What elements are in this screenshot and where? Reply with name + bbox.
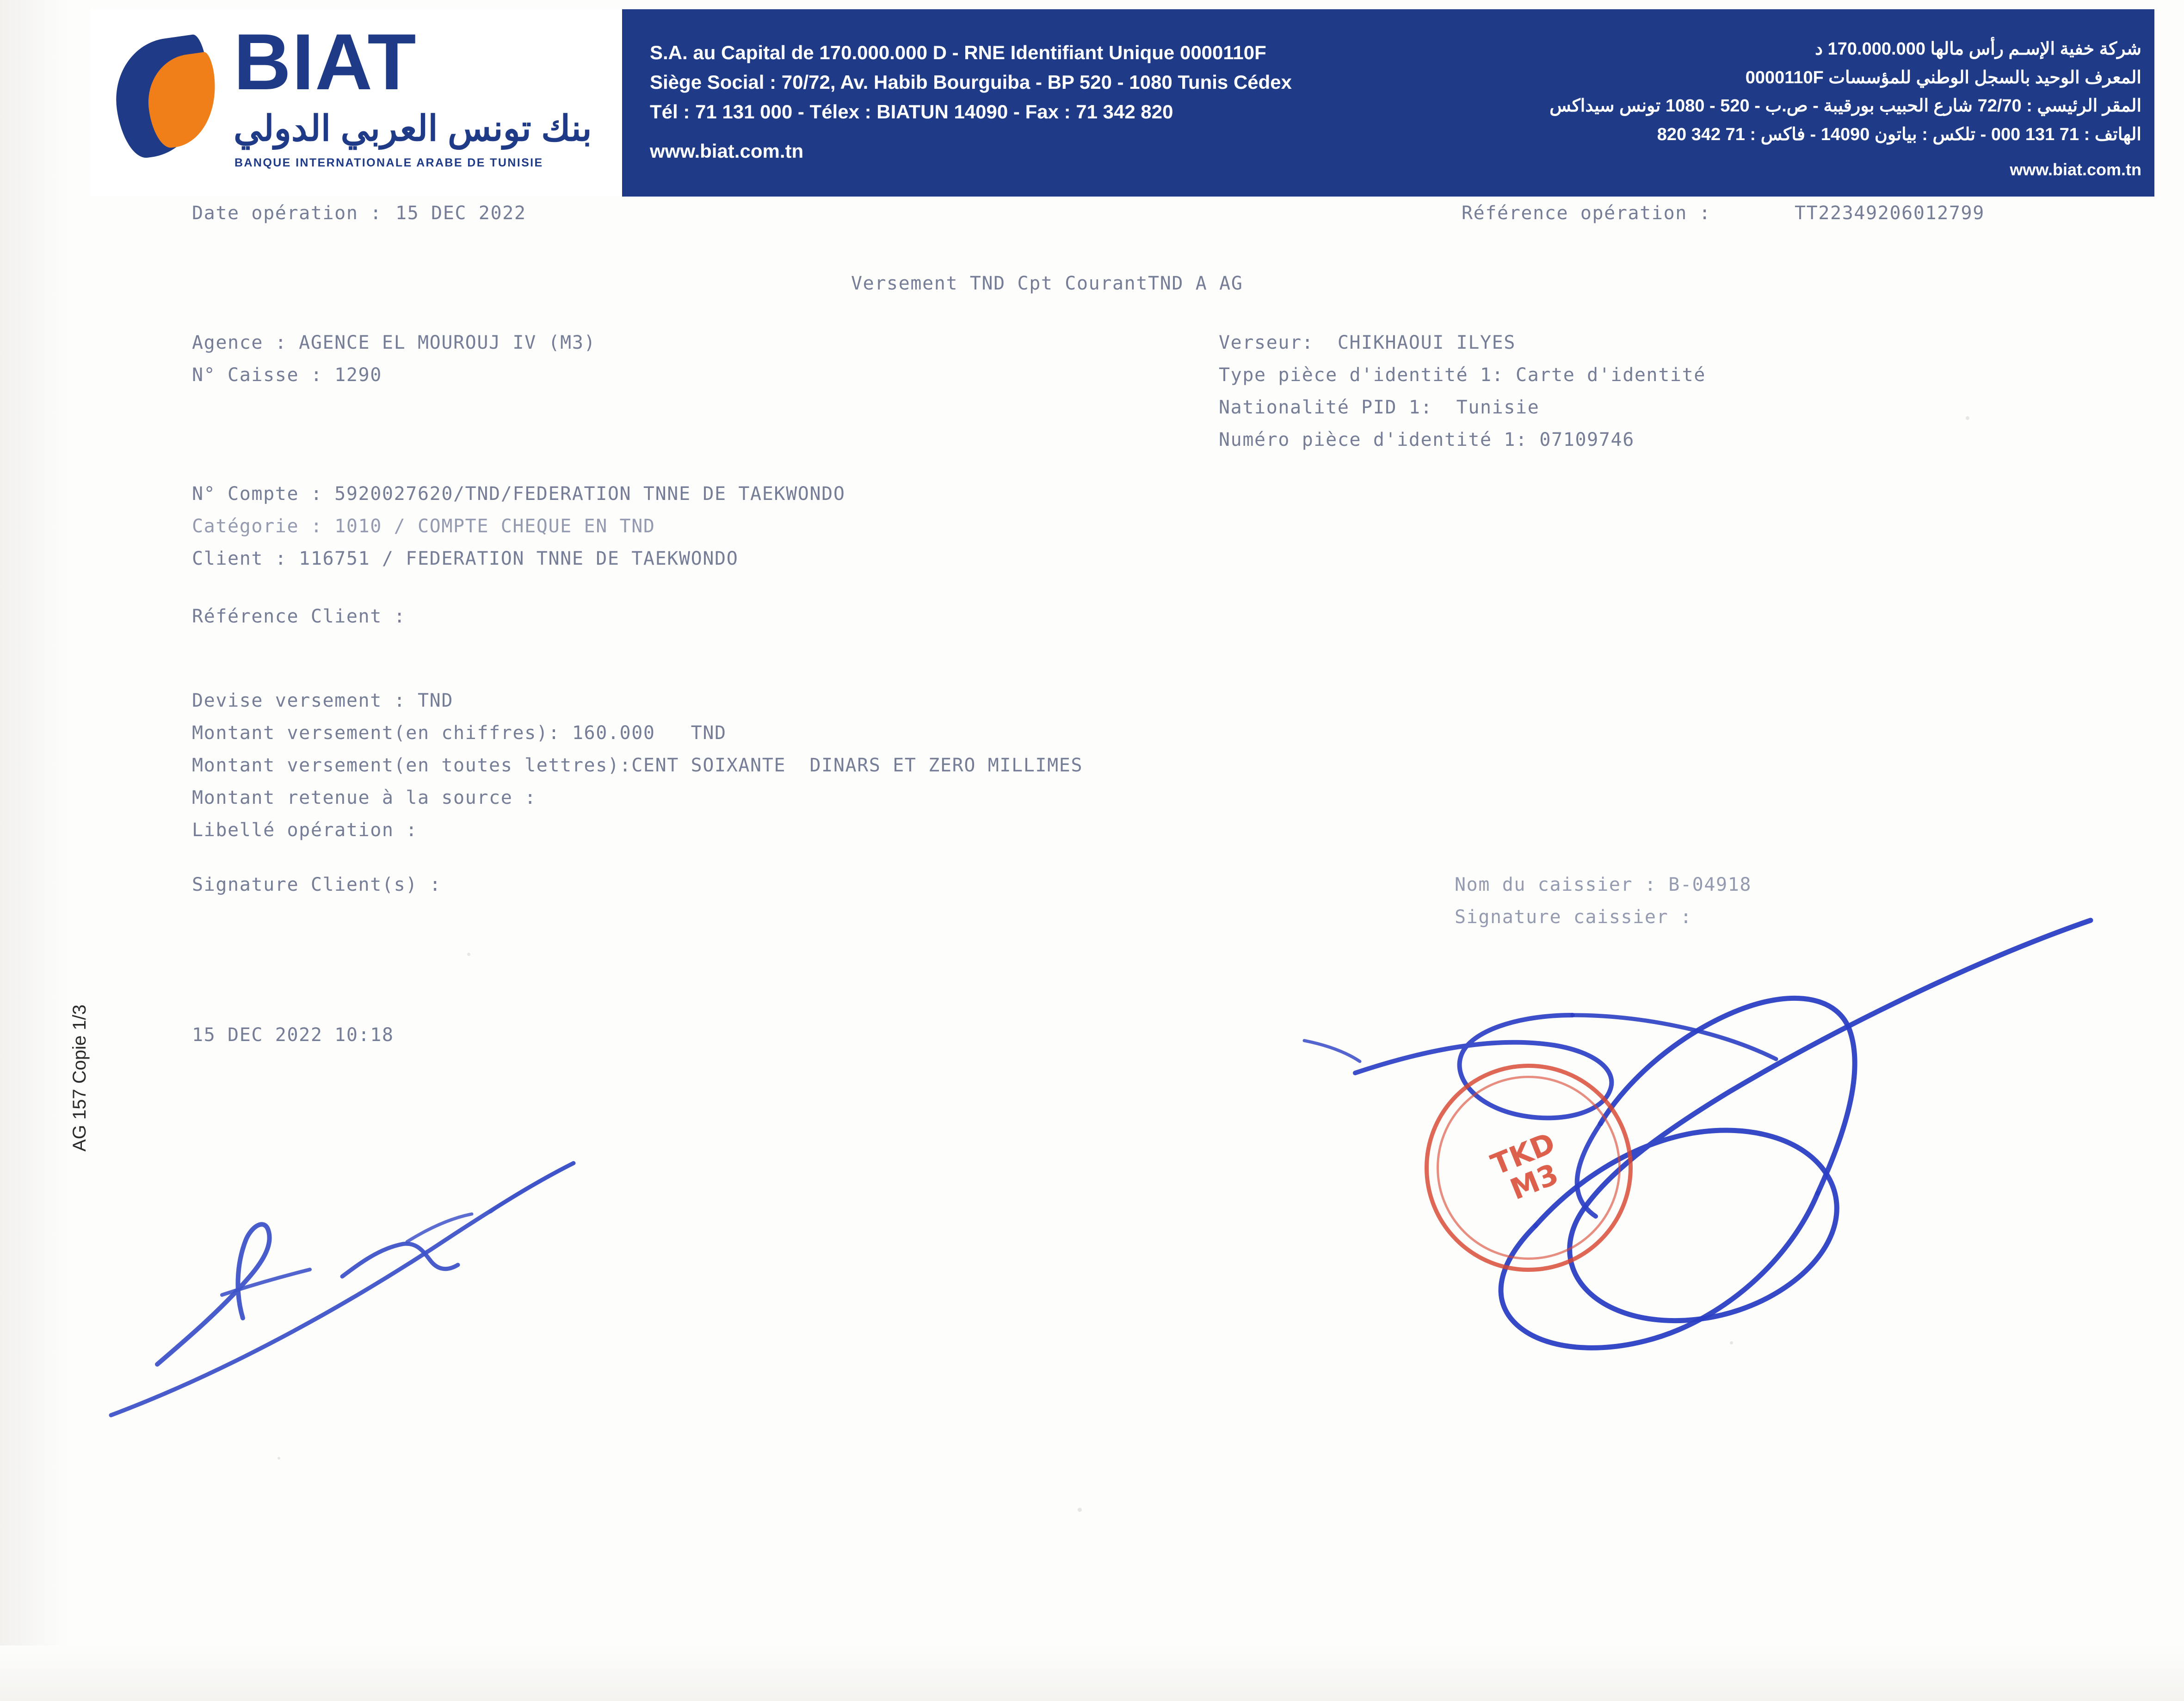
- bank-legal-info-arabic: [1332, 35, 2141, 184]
- bank-website-arabic-block: www.biat.com.tn: [2010, 160, 2141, 179]
- legal-ar-line-4: الهاتف : 71 131 000 - تلكس : بياتون 14090 - فاكس : 71 342 820: [1657, 124, 2141, 144]
- agency-line: Agence : AGENCE EL MOUROUJ IV (M3): [192, 332, 596, 353]
- reference-label: Référence opération :: [1462, 203, 1711, 224]
- cashier-name-line: Nom du caissier : B-04918: [1455, 874, 1752, 895]
- amount-figures-line: Montant versement(en chiffres): 160.000 TND: [192, 722, 727, 744]
- operation-label-line: Libellé opération :: [192, 820, 418, 841]
- stamp-text: TKD M3: [1486, 1126, 1563, 1207]
- bank-legal-info-french: [650, 38, 1292, 166]
- piece-type-line: Type pièce d'identité 1: Carte d'identité: [1219, 364, 1706, 386]
- bank-website: www.biat.com.tn: [650, 140, 804, 162]
- scan-speck: [1966, 416, 1969, 420]
- withholding-line: Montant retenue à la source :: [192, 787, 537, 808]
- currency-line: Devise versement : TND: [192, 690, 454, 711]
- scan-speck: [278, 1457, 280, 1460]
- operation-title: Versement TND Cpt CourantTND A AG: [851, 273, 1243, 294]
- bank-name-arabic: بنك تونس العربي الدولي: [234, 109, 592, 148]
- scan-edge-bottom: [0, 1646, 2184, 1701]
- form-code-label: AG 157 Copie 1/3: [69, 1005, 90, 1152]
- category-line: Catégorie : 1010 / COMPTE CHEQUE EN TND: [192, 516, 655, 537]
- date-label: Date opération :: [192, 203, 382, 224]
- verseur-line: Verseur: CHIKHAOUI ILYES: [1219, 332, 1516, 353]
- legal-ar-line-2: المعرف الوحيد بالسجل الوطني للمؤسسات 0000110F: [1745, 68, 2141, 87]
- legal-fr-line-1: S.A. au Capital de 170.000.000 D - RNE Identifiant Unique 0000110F: [650, 42, 1266, 63]
- caisse-line: N° Caisse : 1290: [192, 364, 382, 386]
- client-reference-line: Référence Client :: [192, 606, 406, 627]
- cashier-signature: [1277, 893, 2109, 1424]
- scan-speck: [467, 953, 470, 956]
- client-signature-label: Signature Client(s) :: [192, 874, 442, 895]
- piece-number-line: Numéro pièce d'identité 1: 07109746: [1219, 429, 1635, 450]
- timestamp-line: 15 DEC 2022 10:18: [192, 1024, 394, 1046]
- legal-ar-line-1: شركة خفية الإسـم رأس مالها 170.000.000 د: [1815, 39, 2141, 59]
- reference-value: TT22349206012799: [1795, 203, 1985, 224]
- account-line: N° Compte : 5920027620/TND/FEDERATION TNNE DE TAEKWONDO: [192, 483, 845, 505]
- amount-words-line: Montant versement(en toutes lettres):CENT SOIXANTE DINARS ET ZERO MILLIMES: [192, 755, 1083, 776]
- date-value: 15 DEC 2022: [395, 203, 526, 224]
- scan-edge-left: [0, 0, 69, 1701]
- cashier-signature-label: Signature caissier :: [1455, 906, 1692, 928]
- bank-name: BIAT: [234, 18, 417, 106]
- scan-speck: [1078, 1508, 1082, 1512]
- bank-logo-block: [90, 9, 622, 197]
- bank-header-band: [90, 9, 2154, 197]
- nationality-line: Nationalité PID 1: Tunisie: [1219, 397, 1540, 418]
- scan-speck: [1730, 1341, 1733, 1344]
- client-signature: [83, 1078, 615, 1448]
- legal-fr-line-3: Tél : 71 131 000 - Télex : BIATUN 14090 - Fax : 71 342 820: [650, 100, 1173, 123]
- biat-flame-icon: [116, 39, 220, 157]
- client-line: Client : 116751 / FEDERATION TNNE DE TAEKWONDO: [192, 548, 739, 569]
- bank-subtitle: BANQUE INTERNATIONALE ARABE DE TUNISIE: [234, 156, 543, 169]
- legal-ar-line-3: المقر الرئيسي : 72/70 شارع الحبيب بورقيبة - ص.ب - 520 - 1080 تونس سيداكس: [1549, 96, 2141, 116]
- legal-fr-line-2: Siège Social : 70/72, Av. Habib Bourguiba - BP 520 - 1080 Tunis Cédex: [650, 71, 1292, 93]
- agency-stamp: [1425, 1064, 1633, 1272]
